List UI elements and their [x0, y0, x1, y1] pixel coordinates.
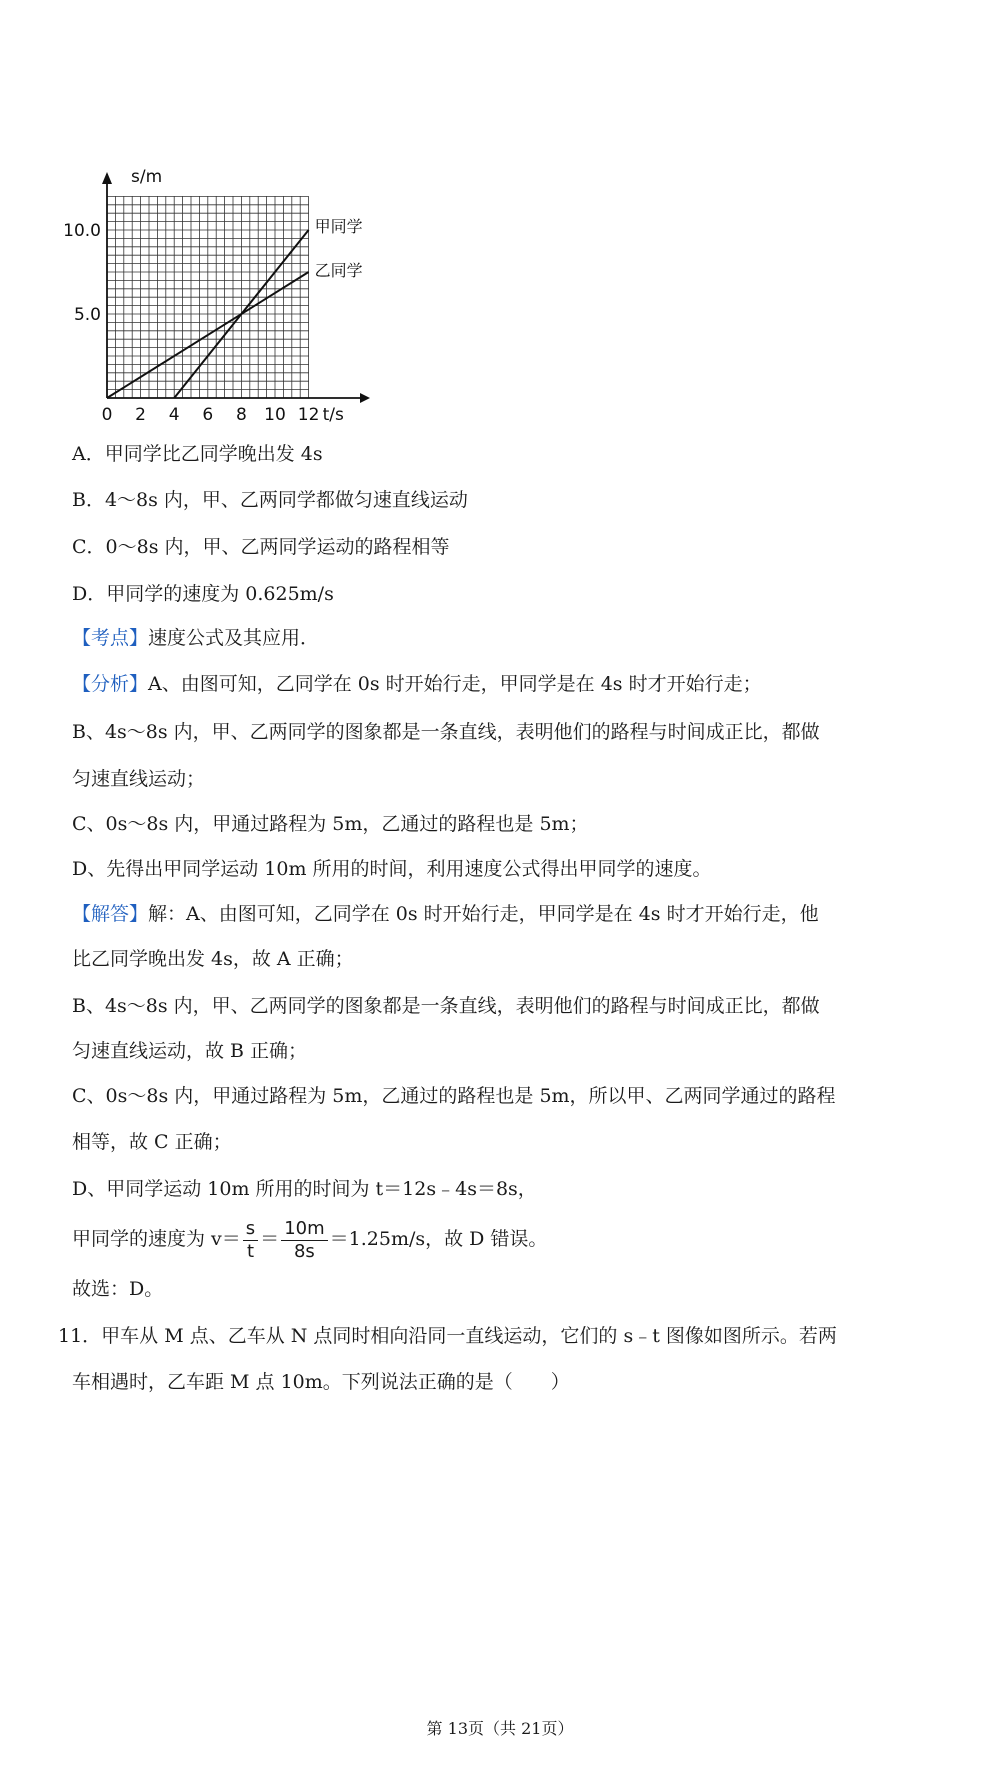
- x-tick-label: 10: [264, 405, 286, 425]
- fenxi-line-3: 匀速直线运动；: [72, 768, 206, 790]
- page-footer: 第 13页（共 21页）: [426, 1719, 574, 1738]
- graph-grid: [107, 196, 309, 398]
- jieda-line-2: 比乙同学晚出发 4s，故 A 正确；: [72, 948, 354, 970]
- x-tick-label: 2: [135, 405, 147, 425]
- fraction-denominator: 8s: [293, 1240, 315, 1262]
- fenxi-line-5: D、先得出甲同学运动 10m 所用的时间，利用速度公式得出甲同学的速度。: [72, 858, 712, 880]
- q11-line-2: 车相遇时，乙车距 M 点 10m。下列说法正确的是（ ）: [72, 1371, 570, 1393]
- fraction-denominator: t: [246, 1240, 254, 1262]
- x-axis-arrow: [360, 393, 370, 403]
- equals-sign: ＝: [260, 1228, 280, 1250]
- jieda-line-4: 匀速直线运动，故 B 正确；: [72, 1040, 308, 1062]
- x-tick-label: 4: [168, 405, 180, 425]
- y-tick-label: 10.0: [63, 221, 101, 241]
- x-axis-label: t/s: [322, 405, 344, 425]
- fenxi-line-1: [72, 670, 762, 698]
- x-tick-label: 8: [235, 405, 247, 425]
- fenxi-line-2: B、4s～8s 内，甲、乙两同学的图象都是一条直线，表明他们的路程与时间成正比，都做: [72, 721, 820, 743]
- y-axis-label: s/m: [131, 167, 163, 187]
- fenxi-tag: 【分析】: [72, 673, 149, 695]
- graph-axes: [102, 172, 370, 403]
- option-d: D．甲同学的速度为 0.625m/s: [72, 583, 334, 605]
- fraction-numerator: s: [243, 1218, 258, 1241]
- fraction-10m-over-8s: [281, 1218, 327, 1263]
- q11-line-1: 11．甲车从 M 点、乙车从 N 点同时相向沿同一直线运动，它们的 s﹣t 图像如图所示。若两: [58, 1325, 837, 1347]
- jieda-line-5: C、0s～8s 内，甲通过路程为 5m，乙通过的路程也是 5m，所以甲、乙两同学通过的路程: [72, 1085, 836, 1107]
- fraction-s-over-t: [243, 1218, 258, 1263]
- series-label: 甲同学: [314, 217, 363, 236]
- speed-suffix: ＝1.25m/s，故 D 错误。: [329, 1228, 548, 1250]
- jieda-text-1: 解：A、由图可知，乙同学在 0s 时开始行走，甲同学是在 4s 时才开始行走，他: [148, 903, 819, 925]
- fenxi-line-4: C、0s～8s 内，甲通过路程为 5m，乙通过的路程也是 5m；: [72, 813, 589, 835]
- y-tick-label: 5.0: [73, 305, 101, 325]
- jieda-line-1: [72, 900, 819, 928]
- kaodian-tag: 【考点】: [72, 627, 149, 649]
- jieda-line-6: 相等，故 C 正确；: [72, 1131, 232, 1153]
- x-tick-label: 12: [297, 405, 320, 425]
- series-label: 乙同学: [314, 261, 363, 280]
- option-c: C．0～8s 内，甲、乙两同学运动的路程相等: [72, 536, 450, 558]
- fraction-numerator: 10m: [281, 1218, 327, 1241]
- x-tick-label: 0: [101, 405, 113, 425]
- kaodian-line: [72, 624, 319, 652]
- speed-formula: [72, 1214, 547, 1264]
- x-tick-label: 6: [202, 405, 214, 425]
- jieda-tag: 【解答】: [72, 903, 149, 925]
- jieda-line-3: B、4s～8s 内，甲、乙两同学的图象都是一条直线，表明他们的路程与时间成正比，都做: [72, 995, 820, 1017]
- option-a: A．甲同学比乙同学晚出发 4s: [72, 443, 323, 465]
- kaodian-text: 速度公式及其应用．: [148, 627, 320, 649]
- option-b: B．4～8s 内，甲、乙两同学都做匀速直线运动: [72, 489, 468, 511]
- y-axis-arrow: [102, 172, 112, 184]
- answer-line: 故选：D。: [72, 1278, 164, 1300]
- jieda-line-7: D、甲同学运动 10m 所用的时间为 t＝12s﹣4s＝8s，: [72, 1178, 537, 1200]
- graph-labels: [63, 167, 362, 425]
- speed-prefix: 甲同学的速度为 v＝: [72, 1228, 241, 1250]
- fenxi-text-1: A、由图可知，乙同学在 0s 时开始行走，甲同学是在 4s 时才开始行走；: [148, 673, 762, 695]
